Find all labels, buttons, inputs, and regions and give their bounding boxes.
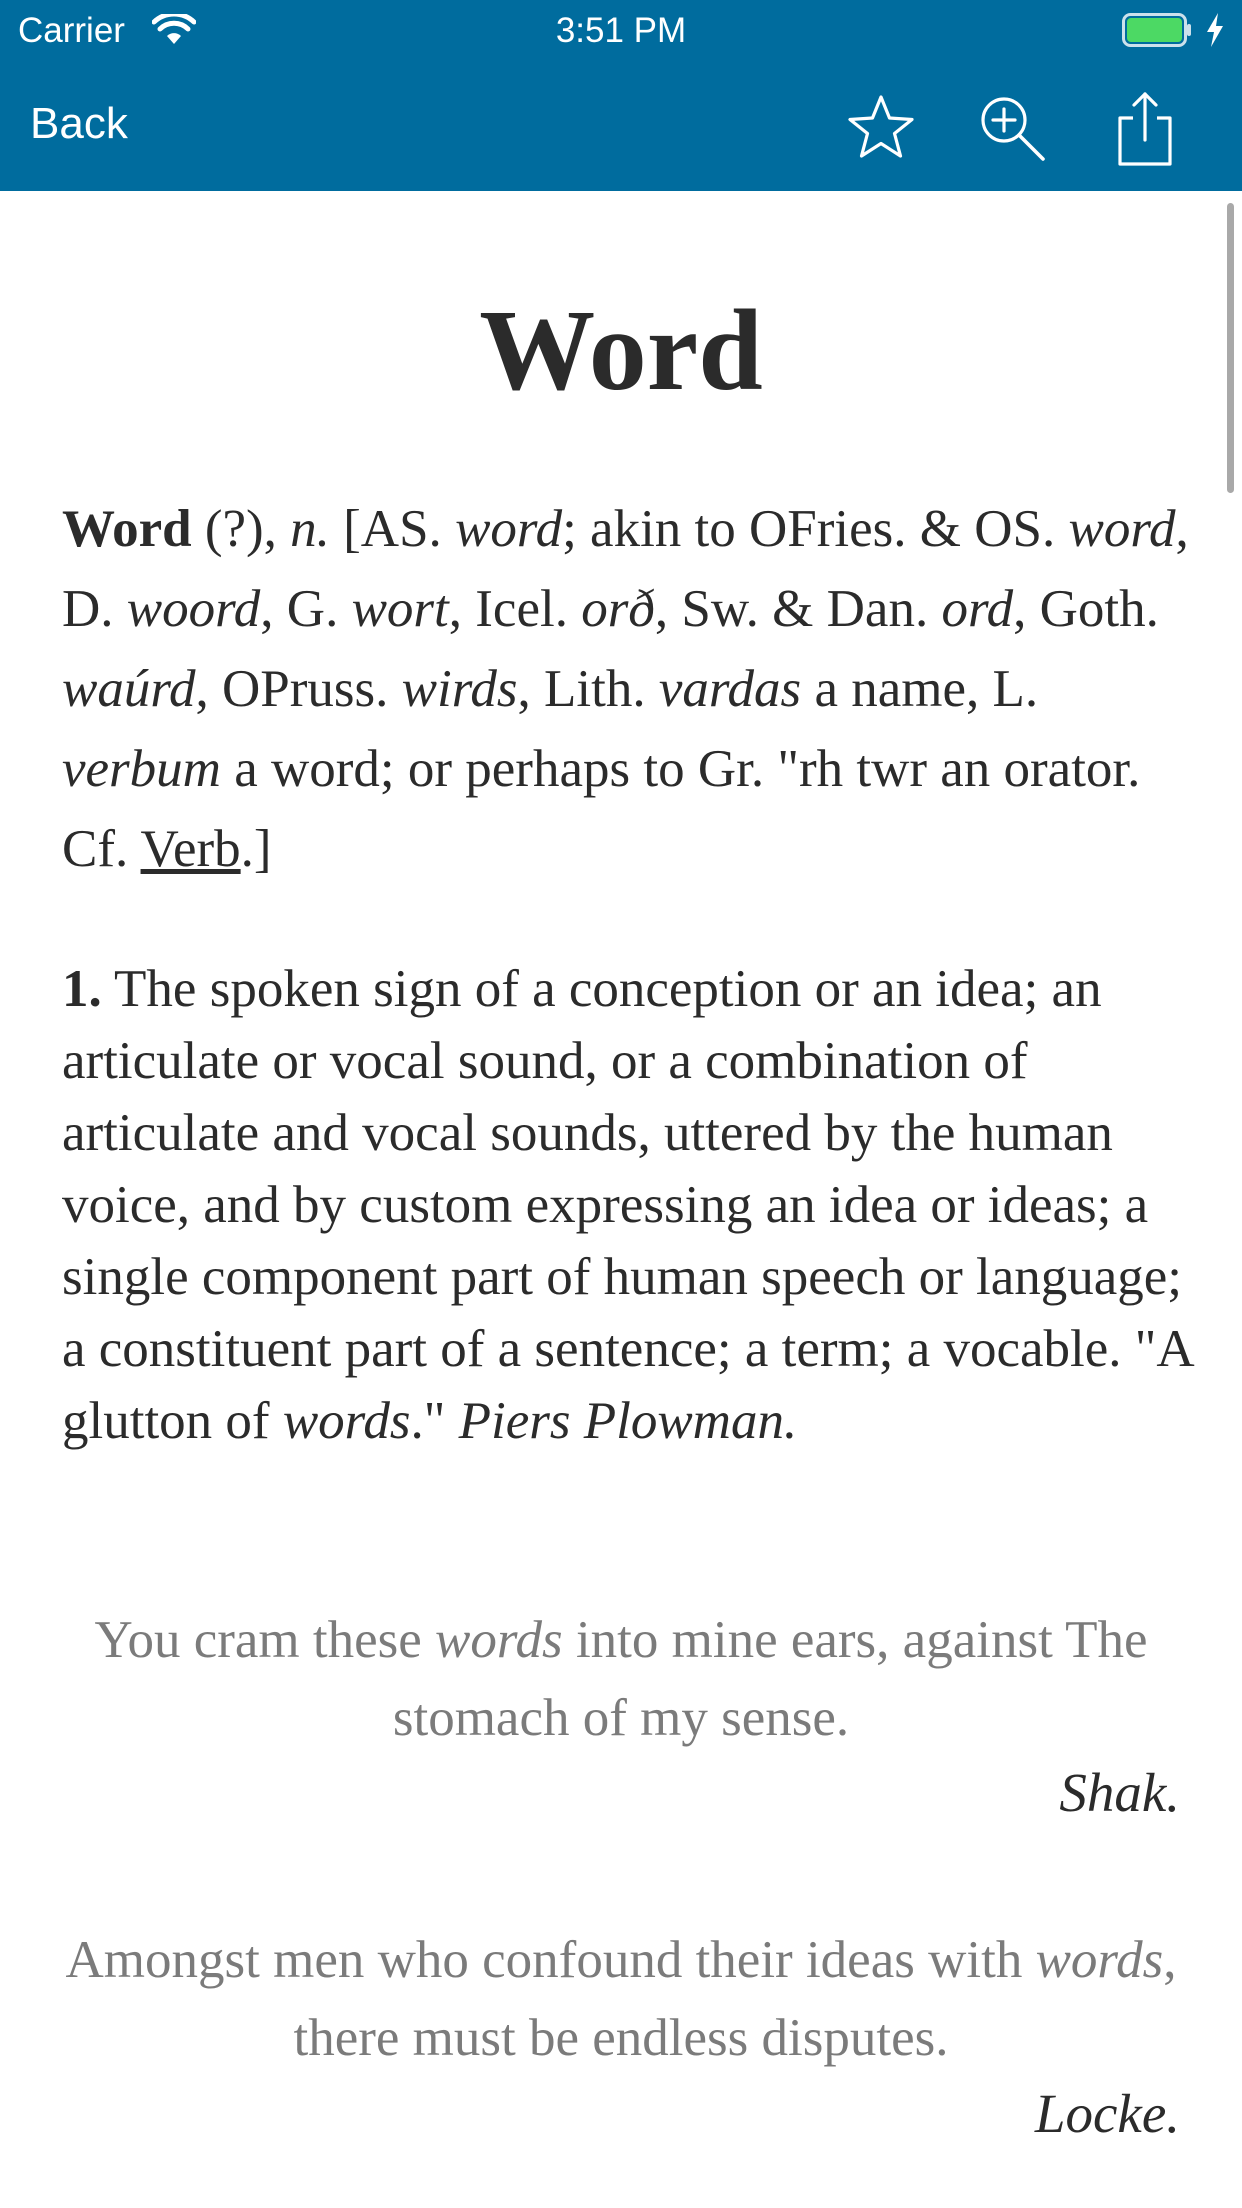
entry-term: Word <box>62 500 192 558</box>
etymology-text: , Icel. <box>448 580 582 638</box>
definition-text: ." <box>410 1392 459 1450</box>
etymology-form: vardas <box>658 660 802 718</box>
navigation-bar <box>0 62 1242 191</box>
status-time: 3:51 PM <box>555 11 687 50</box>
star-icon[interactable] <box>842 90 920 168</box>
etymology-text: , Sw. & Dan. <box>654 580 942 638</box>
etymology-text: a word; or perhaps to Gr. "rh twr an orator. Cf. <box>62 740 1141 878</box>
entry-content[interactable] <box>0 191 1242 2208</box>
etymology-text: , OPruss. <box>195 660 402 718</box>
etymology-text: , Lith. <box>517 660 659 718</box>
headword-title: Word <box>479 287 763 415</box>
definition-paragraph <box>62 953 1192 1457</box>
charging-bolt-icon <box>1204 12 1226 48</box>
status-bar <box>0 0 1242 62</box>
citation-source: Piers Plowman. <box>458 1392 798 1450</box>
etymology-form: waúrd <box>62 660 196 718</box>
etymology-form: verbum <box>62 740 221 798</box>
part-of-speech: n. <box>290 500 330 558</box>
etymology-text: .] <box>240 820 272 878</box>
quotation-author: Shak. <box>1059 1762 1180 1823</box>
definition-italic-word: words <box>282 1392 411 1450</box>
etymology-form: wirds <box>401 660 518 718</box>
back-button[interactable]: Back <box>30 99 128 148</box>
quotation <box>62 1601 1180 1757</box>
etymology-text: , Goth. <box>1013 580 1159 638</box>
sense-number: 1. <box>62 960 102 1018</box>
etymology-form: wort <box>351 580 449 638</box>
etymology-form: word <box>455 500 563 558</box>
definition-text: The spoken sign of a conception or an idea; an articulate or vocal sound, or a combination of articulate and vocal sounds, uttered by the human voice, and by custom expressing an idea or ideas; a single component part of human speech or language; a constituent part of a sentence; a term; a vocable. "A glutton of <box>62 960 1192 1450</box>
etymology-text: , D. <box>62 500 1189 638</box>
etymology-text: , G. <box>260 580 352 638</box>
quotation-text: You cram these <box>94 1611 436 1669</box>
quotation-italic: words <box>1035 1931 1164 1989</box>
quotation-text: Amongst men who confound their ideas with <box>65 1931 1036 1989</box>
etymology-text: a name, L. <box>801 660 1039 718</box>
cross-reference-link[interactable]: Verb <box>140 820 241 878</box>
zoom-in-icon[interactable] <box>974 90 1052 168</box>
top-bar <box>0 0 1242 191</box>
quotation-author: Locke. <box>1034 2083 1180 2144</box>
etymology-paragraph <box>62 489 1192 889</box>
quotation-text: into mine ears, against The stomach of my sense. <box>392 1611 1148 1747</box>
quotation-italic: words <box>435 1611 563 1669</box>
etymology-form: woord <box>126 580 261 638</box>
etymology-text: [AS. <box>329 500 456 558</box>
carrier-label: Carrier <box>18 11 125 50</box>
battery-icon <box>1122 13 1192 47</box>
etymology-text: ; akin to OFries. & OS. <box>562 500 1069 558</box>
share-icon[interactable] <box>1106 90 1184 168</box>
etymology-form: ord <box>941 580 1014 638</box>
quotation <box>62 1921 1180 2077</box>
pronunciation: (?), <box>204 500 291 558</box>
etymology-form: word <box>1068 500 1176 558</box>
etymology-form: orð <box>581 580 655 638</box>
quotation-text: , there must be endless disputes. <box>293 1931 1177 2067</box>
